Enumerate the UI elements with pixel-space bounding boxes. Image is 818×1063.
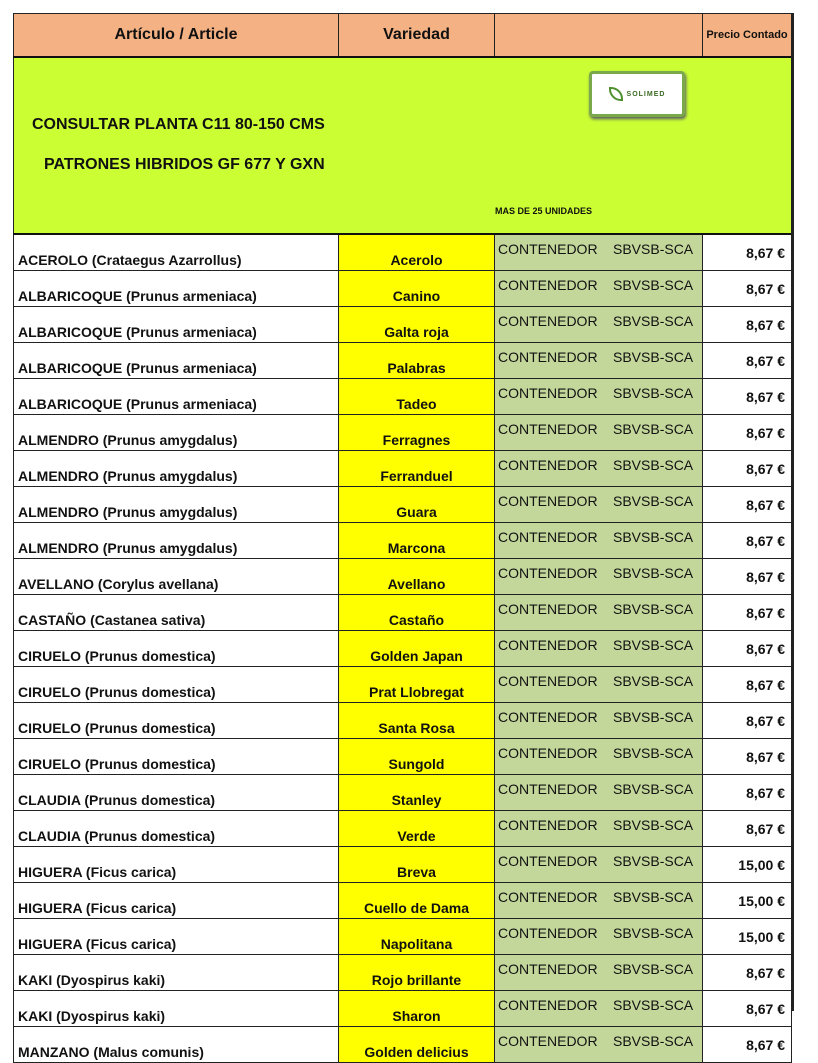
cell-precio: 8,67 € xyxy=(703,955,792,991)
banner-row xyxy=(14,57,792,234)
table-row xyxy=(14,1027,792,1063)
cell-codigo: SBVSB-SCA xyxy=(613,925,694,941)
cell-variedad: Golden delicius xyxy=(339,1027,495,1063)
cell-articulo: HIGUERA (Ficus carica) xyxy=(14,883,339,919)
cell-tipo: CONTENEDOR xyxy=(498,817,598,833)
cell-codigo: SBVSB-SCA xyxy=(613,673,694,689)
cell-articulo: HIGUERA (Ficus carica) xyxy=(14,919,339,955)
cell-variedad: Rojo brillante xyxy=(339,955,495,991)
cell-articulo: ALBARICOQUE (Prunus armeniaca) xyxy=(14,271,339,307)
header-empty xyxy=(495,14,703,58)
table-row xyxy=(14,307,792,343)
cell-variedad: Santa Rosa xyxy=(339,703,495,739)
table-row xyxy=(14,379,792,415)
cell-precio: 8,67 € xyxy=(703,523,792,559)
cell-variedad: Palabras xyxy=(339,343,495,379)
cell-codigo: SBVSB-SCA xyxy=(613,529,694,545)
cell-variedad: Canino xyxy=(339,271,495,307)
logo-text: SOLIMED xyxy=(626,90,666,98)
cell-precio: 8,67 € xyxy=(703,811,792,847)
cell-tipo: CONTENEDOR xyxy=(498,385,598,401)
cell-tipo: CONTENEDOR xyxy=(498,781,598,797)
cell-tipo: CONTENEDOR xyxy=(498,889,598,905)
cell-variedad: Sharon xyxy=(339,991,495,1027)
table-row xyxy=(14,523,792,559)
cell-tipo: CONTENEDOR xyxy=(498,565,598,581)
cell-tipo: CONTENEDOR xyxy=(498,637,598,653)
cell-precio: 8,67 € xyxy=(703,703,792,739)
price-table xyxy=(13,13,792,1063)
cell-variedad: Galta roja xyxy=(339,307,495,343)
cell-tipo: CONTENEDOR xyxy=(498,493,598,509)
leaf-icon xyxy=(609,87,623,101)
cell-articulo: ALBARICOQUE (Prunus armeniaca) xyxy=(14,379,339,415)
cell-precio: 15,00 € xyxy=(703,847,792,883)
table-row xyxy=(14,703,792,739)
cell-codigo: SBVSB-SCA xyxy=(613,853,694,869)
cell-contenedor xyxy=(495,955,703,991)
cell-variedad: Golden Japan xyxy=(339,631,495,667)
cell-codigo: SBVSB-SCA xyxy=(613,493,694,509)
cell-precio: 8,67 € xyxy=(703,234,792,271)
cell-tipo: CONTENEDOR xyxy=(498,709,598,725)
cell-articulo: CASTAÑO (Castanea sativa) xyxy=(14,595,339,631)
cell-variedad: Acerolo xyxy=(339,234,495,271)
cell-codigo: SBVSB-SCA xyxy=(613,637,694,653)
cell-precio: 8,67 € xyxy=(703,379,792,415)
table-row xyxy=(14,559,792,595)
cell-precio: 8,67 € xyxy=(703,631,792,667)
cell-tipo: CONTENEDOR xyxy=(498,925,598,941)
cell-tipo: CONTENEDOR xyxy=(498,673,598,689)
cell-precio: 8,67 € xyxy=(703,271,792,307)
cell-contenedor xyxy=(495,775,703,811)
table-row xyxy=(14,487,792,523)
cell-tipo: CONTENEDOR xyxy=(498,745,598,761)
cell-contenedor xyxy=(495,919,703,955)
cell-contenedor xyxy=(495,307,703,343)
cell-precio: 8,67 € xyxy=(703,487,792,523)
header-precio: Precio Contado xyxy=(703,14,792,58)
table-row xyxy=(14,883,792,919)
cell-articulo: CIRUELO (Prunus domestica) xyxy=(14,667,339,703)
cell-contenedor xyxy=(495,559,703,595)
cell-contenedor xyxy=(495,703,703,739)
cell-contenedor xyxy=(495,487,703,523)
cell-articulo: HIGUERA (Ficus carica) xyxy=(14,847,339,883)
cell-precio: 8,67 € xyxy=(703,307,792,343)
cell-tipo: CONTENEDOR xyxy=(498,997,598,1013)
cell-codigo: SBVSB-SCA xyxy=(613,709,694,725)
cell-precio: 8,67 € xyxy=(703,451,792,487)
cell-codigo: SBVSB-SCA xyxy=(613,313,694,329)
cell-tipo: CONTENEDOR xyxy=(498,313,598,329)
cell-tipo: CONTENEDOR xyxy=(498,349,598,365)
cell-codigo: SBVSB-SCA xyxy=(613,277,694,293)
cell-contenedor xyxy=(495,883,703,919)
cell-variedad: Tadeo xyxy=(339,379,495,415)
banner-title-line2: PATRONES HIBRIDOS GF 677 Y GXN xyxy=(44,156,325,173)
cell-tipo: CONTENEDOR xyxy=(498,601,598,617)
banner-title-line1: CONSULTAR PLANTA C11 80-150 CMS xyxy=(32,116,325,133)
cell-contenedor xyxy=(495,595,703,631)
cell-variedad: Verde xyxy=(339,811,495,847)
banner-cell xyxy=(14,57,792,234)
cell-variedad: Prat Llobregat xyxy=(339,667,495,703)
table-row xyxy=(14,847,792,883)
cell-tipo: CONTENEDOR xyxy=(498,1033,598,1049)
cell-articulo: AVELLANO (Corylus avellana) xyxy=(14,559,339,595)
cell-contenedor xyxy=(495,234,703,271)
cell-precio: 8,67 € xyxy=(703,595,792,631)
table-row xyxy=(14,919,792,955)
cell-tipo: CONTENEDOR xyxy=(498,853,598,869)
header-variedad: Variedad xyxy=(339,14,495,58)
cell-tipo: CONTENEDOR xyxy=(498,529,598,545)
cell-articulo: CIRUELO (Prunus domestica) xyxy=(14,739,339,775)
cell-precio: 8,67 € xyxy=(703,991,792,1027)
cell-variedad: Cuello de Dama xyxy=(339,883,495,919)
cell-codigo: SBVSB-SCA xyxy=(613,421,694,437)
cell-contenedor xyxy=(495,847,703,883)
table-row xyxy=(14,955,792,991)
banner-note: MAS DE 25 UNIDADES xyxy=(495,206,593,216)
cell-codigo: SBVSB-SCA xyxy=(613,565,694,581)
cell-contenedor xyxy=(495,343,703,379)
cell-variedad: Marcona xyxy=(339,523,495,559)
cell-contenedor xyxy=(495,271,703,307)
cell-variedad: Stanley xyxy=(339,775,495,811)
cell-contenedor xyxy=(495,379,703,415)
cell-contenedor xyxy=(495,1027,703,1063)
cell-contenedor xyxy=(495,451,703,487)
cell-precio: 8,67 € xyxy=(703,667,792,703)
cell-contenedor xyxy=(495,667,703,703)
cell-articulo: CIRUELO (Prunus domestica) xyxy=(14,631,339,667)
cell-contenedor xyxy=(495,631,703,667)
cell-precio: 8,67 € xyxy=(703,739,792,775)
table-row xyxy=(14,631,792,667)
cell-codigo: SBVSB-SCA xyxy=(613,601,694,617)
cell-articulo: MANZANO (Malus comunis) xyxy=(14,1027,339,1063)
cell-codigo: SBVSB-SCA xyxy=(613,457,694,473)
table-row xyxy=(14,667,792,703)
table-row xyxy=(14,775,792,811)
cell-codigo: SBVSB-SCA xyxy=(613,1033,694,1049)
table-row xyxy=(14,739,792,775)
cell-variedad: Sungold xyxy=(339,739,495,775)
table-row xyxy=(14,271,792,307)
table-body xyxy=(14,234,792,1063)
cell-contenedor xyxy=(495,991,703,1027)
header-row xyxy=(14,14,792,58)
table-row xyxy=(14,234,792,271)
cell-articulo: CLAUDIA (Prunus domestica) xyxy=(14,811,339,847)
cell-codigo: SBVSB-SCA xyxy=(613,997,694,1013)
cell-codigo: SBVSB-SCA xyxy=(613,241,694,257)
cell-variedad: Ferranduel xyxy=(339,451,495,487)
cell-articulo: KAKI (Dyospirus kaki) xyxy=(14,955,339,991)
cell-codigo: SBVSB-SCA xyxy=(613,889,694,905)
cell-tipo: CONTENEDOR xyxy=(498,457,598,473)
header-articulo: Artículo / Article xyxy=(14,14,339,58)
cell-articulo: ALMENDRO (Prunus amygdalus) xyxy=(14,487,339,523)
cell-variedad: Napolitana xyxy=(339,919,495,955)
cell-tipo: CONTENEDOR xyxy=(498,961,598,977)
cell-articulo: CLAUDIA (Prunus domestica) xyxy=(14,775,339,811)
table-row xyxy=(14,343,792,379)
cell-tipo: CONTENEDOR xyxy=(498,421,598,437)
cell-variedad: Guara xyxy=(339,487,495,523)
cell-precio: 8,67 € xyxy=(703,559,792,595)
table-right-edge xyxy=(791,13,794,1011)
cell-variedad: Breva xyxy=(339,847,495,883)
cell-precio: 8,67 € xyxy=(703,343,792,379)
cell-precio: 8,67 € xyxy=(703,775,792,811)
cell-codigo: SBVSB-SCA xyxy=(613,781,694,797)
table-row xyxy=(14,811,792,847)
cell-articulo: CIRUELO (Prunus domestica) xyxy=(14,703,339,739)
cell-codigo: SBVSB-SCA xyxy=(613,817,694,833)
cell-articulo: ALBARICOQUE (Prunus armeniaca) xyxy=(14,307,339,343)
cell-articulo: ALMENDRO (Prunus amygdalus) xyxy=(14,415,339,451)
cell-precio: 15,00 € xyxy=(703,919,792,955)
cell-precio: 8,67 € xyxy=(703,415,792,451)
table-row xyxy=(14,415,792,451)
cell-contenedor xyxy=(495,739,703,775)
cell-variedad: Avellano xyxy=(339,559,495,595)
cell-tipo: CONTENEDOR xyxy=(498,241,598,257)
table-row xyxy=(14,595,792,631)
cell-variedad: Castaño xyxy=(339,595,495,631)
cell-articulo: ALBARICOQUE (Prunus armeniaca) xyxy=(14,343,339,379)
cell-codigo: SBVSB-SCA xyxy=(613,745,694,761)
table-row xyxy=(14,991,792,1027)
cell-codigo: SBVSB-SCA xyxy=(613,349,694,365)
cell-variedad: Ferragnes xyxy=(339,415,495,451)
cell-articulo: ALMENDRO (Prunus amygdalus) xyxy=(14,451,339,487)
cell-articulo: ACEROLO (Crataegus Azarrollus) xyxy=(14,234,339,271)
table-row xyxy=(14,451,792,487)
cell-contenedor xyxy=(495,811,703,847)
solimed-logo xyxy=(589,71,685,117)
cell-precio: 15,00 € xyxy=(703,883,792,919)
cell-articulo: KAKI (Dyospirus kaki) xyxy=(14,991,339,1027)
cell-contenedor xyxy=(495,415,703,451)
cell-tipo: CONTENEDOR xyxy=(498,277,598,293)
cell-precio: 8,67 € xyxy=(703,1027,792,1063)
cell-codigo: SBVSB-SCA xyxy=(613,385,694,401)
cell-codigo: SBVSB-SCA xyxy=(613,961,694,977)
cell-contenedor xyxy=(495,523,703,559)
cell-articulo: ALMENDRO (Prunus amygdalus) xyxy=(14,523,339,559)
